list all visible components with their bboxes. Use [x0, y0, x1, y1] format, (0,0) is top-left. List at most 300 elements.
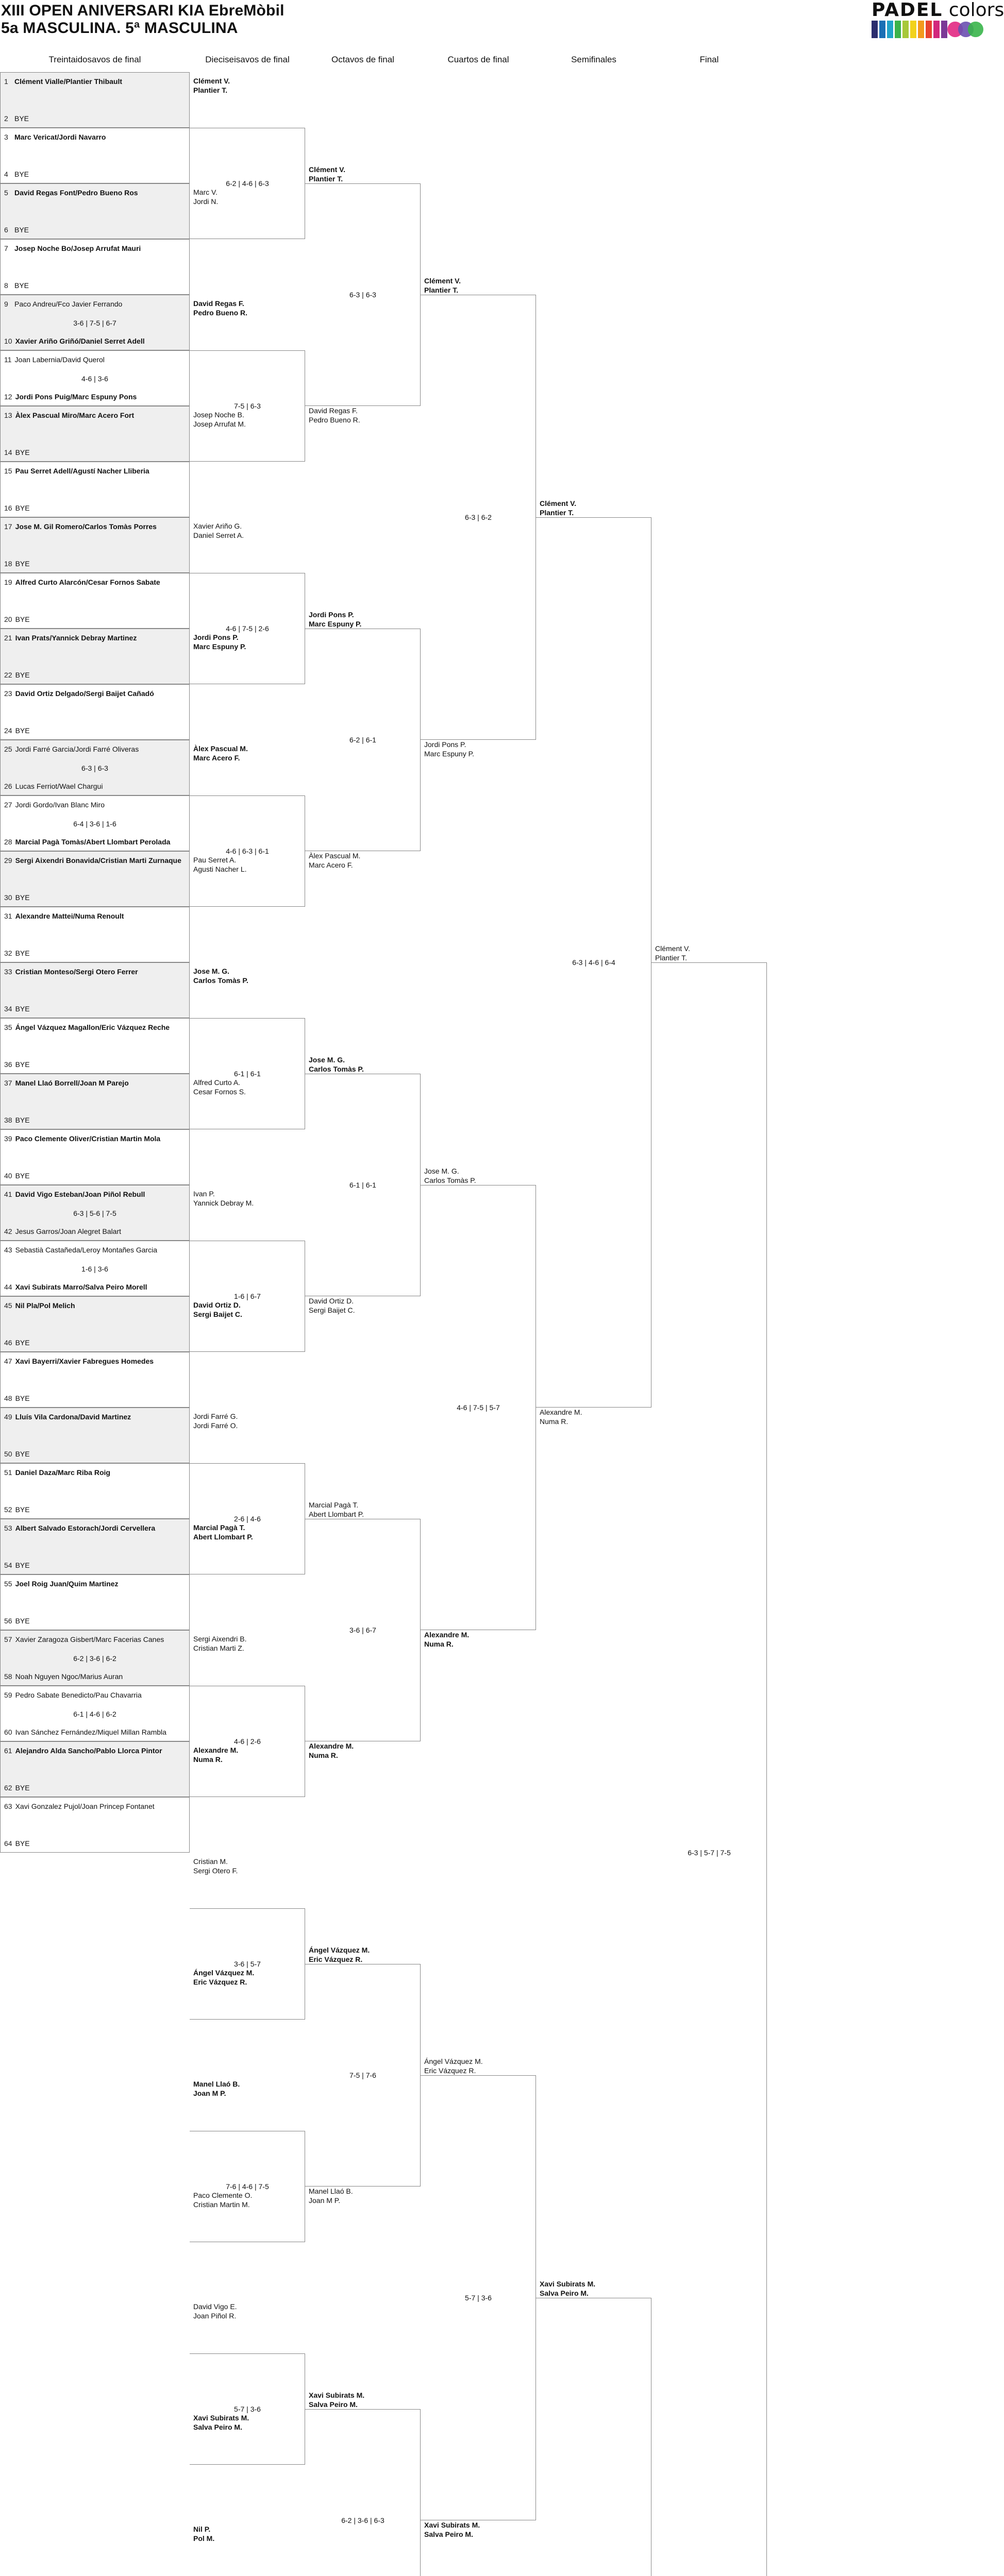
- player-name: Xavi Subirats M.: [424, 2521, 480, 2529]
- player-name: Salva Peiro M.: [309, 2400, 358, 2409]
- seed-number: 64: [4, 1839, 12, 1848]
- team-line: [4, 782, 103, 791]
- seed-number: 46: [4, 1338, 12, 1347]
- player-name: Carlos Tomàs P.: [309, 1065, 364, 1073]
- team-name: Nil Pla/Pol Melich: [15, 1301, 75, 1310]
- seed-number: 41: [4, 1190, 12, 1198]
- player-name: Sergi Baijet C.: [309, 1306, 355, 1314]
- team-name: BYE: [15, 1839, 30, 1848]
- first-round-match: [0, 72, 190, 128]
- team-line: [4, 132, 106, 142]
- match-score: 7-5 | 7-6: [349, 2071, 376, 2079]
- first-round-match: [0, 1519, 190, 1574]
- match-score: 4-6 | 6-3 | 6-1: [226, 847, 269, 855]
- player-name: Clément V.: [540, 499, 577, 507]
- first-round-match: [0, 183, 190, 239]
- team-line: [4, 1078, 129, 1088]
- team-name: Jesus Garros/Joan Alegret Balart: [15, 1227, 122, 1235]
- first-round-match: [0, 573, 190, 629]
- team-name: Xavi Subirats Marro/Salva Peiro Morell: [15, 1283, 147, 1291]
- team-name: Manel Llaó Borrell/Joan M Parejo: [15, 1079, 129, 1087]
- team-line: [4, 411, 134, 420]
- seed-number: 15: [4, 467, 12, 475]
- seed-number: 26: [4, 782, 12, 790]
- player-name: David Ortiz D.: [309, 1297, 354, 1305]
- first-round-match: [0, 128, 190, 183]
- player-name: Josep Arrufat M.: [193, 420, 246, 428]
- seed-number: 14: [4, 448, 12, 456]
- player-name: Cristian Martin M.: [193, 2200, 250, 2209]
- player-name: Marc Espuny P.: [309, 620, 362, 628]
- first-round-match: [0, 740, 190, 795]
- seed-number: 4: [4, 170, 8, 178]
- team-name: Lucas Ferriot/Wael Chargui: [15, 782, 103, 790]
- player-name: Joan Piñol R.: [193, 2312, 237, 2320]
- match-score: 6-2 | 3-6 | 6-2: [73, 1654, 116, 1663]
- team-line: [4, 281, 29, 290]
- player-name: Jordi Farré G.: [193, 1412, 238, 1420]
- team-line: [4, 578, 160, 587]
- first-round-match: [0, 1630, 190, 1686]
- seed-number: 6: [4, 226, 8, 234]
- player-name: Àlex Pascual M.: [193, 744, 248, 753]
- seed-number: 59: [4, 1691, 12, 1699]
- player-name: Abert Llombart P.: [193, 1533, 253, 1541]
- match-score: 6-3 | 6-3: [349, 291, 376, 299]
- team-name: BYE: [15, 1450, 30, 1458]
- seed-number: 28: [4, 838, 12, 846]
- team-line: [4, 1635, 164, 1644]
- match-score: 6-3 | 5-6 | 7-5: [73, 1209, 116, 1217]
- team-name: Pau Serret Adell/Agustí Nacher Lliberia: [15, 467, 149, 475]
- first-round-match: [0, 1296, 190, 1352]
- first-round-match: [0, 962, 190, 1018]
- team-name: Joan Labernia/David Querol: [14, 355, 105, 364]
- team-line: [4, 466, 149, 476]
- seed-number: 50: [4, 1450, 12, 1458]
- team-name: BYE: [15, 1060, 30, 1069]
- player-name: Alexandre M.: [309, 1742, 354, 1750]
- team-line: [4, 967, 138, 976]
- team-name: BYE: [15, 893, 30, 902]
- team-line: [4, 170, 29, 179]
- team-name: Daniel Daza/Marc Riba Roig: [15, 1468, 110, 1477]
- player-name: Xavi Subirats M.: [193, 2414, 249, 2422]
- first-round-match: [0, 462, 190, 517]
- team-line: [4, 1394, 30, 1403]
- seed-number: 9: [4, 300, 8, 308]
- player-name: Jordi Pons P.: [424, 740, 466, 749]
- first-round-match: [0, 1741, 190, 1797]
- team-line: [4, 503, 30, 513]
- team-line: [4, 77, 122, 86]
- player-name: David Regas F.: [309, 406, 358, 415]
- team-name: David Ortiz Delgado/Sergi Baijet Cañadó: [15, 689, 154, 698]
- player-name: Clément V.: [309, 165, 346, 174]
- match-score: 6-2 | 4-6 | 6-3: [226, 179, 269, 188]
- team-name: BYE: [15, 949, 30, 957]
- player-name: Joan M P.: [193, 2089, 226, 2097]
- round-header-r32: Treintaidosavos de final: [48, 55, 141, 64]
- team-name: Ivan Prats/Yannick Debray Martinez: [15, 634, 137, 642]
- team-name: Xavier Ariño Griñó/Daniel Serret Adell: [15, 337, 145, 345]
- seed-number: 23: [4, 689, 12, 698]
- match-score: 4-6 | 3-6: [81, 375, 108, 383]
- team-name: Alexandre Mattei/Numa Renoult: [15, 912, 124, 920]
- player-name: Pau Serret A.: [193, 856, 237, 864]
- team-line: [4, 448, 30, 457]
- player-name: Pedro Bueno R.: [309, 416, 360, 424]
- seed-number: 17: [4, 522, 12, 531]
- team-line: [4, 1690, 142, 1700]
- logo-word-padel: PADEL: [872, 0, 943, 21]
- first-round-match: [0, 851, 190, 907]
- team-name: BYE: [15, 1116, 30, 1124]
- team-name: Joel Roig Juan/Quim Martinez: [15, 1580, 119, 1588]
- seed-number: 33: [4, 968, 12, 976]
- team-name: Alfred Curto Alarcón/Cesar Fornos Sabate: [15, 578, 160, 586]
- team-name: Jose M. Gil Romero/Carlos Tomàs Porres: [15, 522, 157, 531]
- team-name: BYE: [15, 1172, 30, 1180]
- player-name: Salva Peiro M.: [193, 2423, 242, 2431]
- bracket-connector: [305, 2409, 421, 2576]
- seed-number: 49: [4, 1413, 12, 1421]
- team-name: BYE: [15, 1338, 30, 1347]
- team-line: [4, 837, 170, 846]
- team-name: Alejandro Alda Sancho/Pablo Llorca Pintor: [15, 1747, 162, 1755]
- match-score: 7-5 | 6-3: [234, 402, 261, 410]
- team-line: [4, 1561, 30, 1570]
- team-line: [4, 1171, 30, 1180]
- first-round-match: [0, 406, 190, 462]
- team-name: Clément Vialle/Plantier Thibault: [14, 77, 123, 86]
- seed-number: 25: [4, 745, 12, 753]
- logo-stripes: [872, 21, 949, 38]
- round-header-r8: Octavos de final: [331, 55, 394, 64]
- team-name: Noah Nguyen Ngoc/Marius Auran: [15, 1672, 123, 1681]
- seed-number: 11: [4, 355, 12, 364]
- team-name: Sebastià Castañeda/Leroy Montañes Garcia: [15, 1246, 158, 1254]
- match-score: 1-6 | 6-7: [234, 1292, 261, 1300]
- player-name: Àlex Pascual M.: [309, 852, 361, 860]
- first-round-match: [0, 684, 190, 740]
- seed-number: 56: [4, 1617, 12, 1625]
- seed-number: 51: [4, 1468, 12, 1477]
- team-name: Xavier Zaragoza Gisbert/Marc Facerias Canes: [15, 1635, 164, 1643]
- match-score: 3-6 | 7-5 | 6-7: [73, 319, 116, 327]
- player-name: Clément V.: [655, 944, 690, 953]
- player-name: Marc Espuny P.: [193, 642, 246, 651]
- team-name: BYE: [15, 1561, 30, 1569]
- team-line: [4, 856, 181, 865]
- player-name: Yannick Debray M.: [193, 1199, 254, 1207]
- team-line: [4, 1802, 155, 1811]
- player-name: Eric Vázquez R.: [309, 1955, 363, 1963]
- player-name: Manel Llaó B.: [193, 2080, 240, 2088]
- team-line: [4, 1023, 170, 1032]
- bracket-connector: [536, 2298, 651, 2576]
- player-name: Xavi Subirats M.: [540, 2280, 596, 2288]
- team-line: [4, 670, 30, 680]
- team-line: [4, 1468, 110, 1477]
- first-round-match: [0, 1352, 190, 1408]
- team-name: Marcial Pagà Tomàs/Abert Llombart Perolada: [15, 838, 171, 846]
- logo-word-colors: colors: [948, 0, 1004, 21]
- player-name: Numa R.: [424, 1640, 454, 1648]
- team-line: [4, 336, 145, 346]
- player-name: Numa R.: [193, 1755, 223, 1764]
- first-round-match: [0, 1129, 190, 1185]
- team-name: Àlex Pascual Miro/Marc Acero Fort: [15, 411, 135, 419]
- team-name: BYE: [15, 1617, 30, 1625]
- player-name: Abert Llombart P.: [309, 1510, 364, 1518]
- seed-number: 38: [4, 1116, 12, 1124]
- player-name: Numa R.: [540, 1417, 568, 1426]
- team-name: Xavi Bayerri/Xavier Fabregues Homedes: [15, 1357, 154, 1365]
- category-title: 5a MASCULINA. 5ª MASCULINA: [1, 20, 238, 37]
- seed-number: 16: [4, 504, 12, 512]
- first-round-match: [0, 907, 190, 962]
- seed-number: 12: [4, 393, 12, 401]
- round-header-qf: Cuartos de final: [447, 55, 509, 64]
- team-line: [4, 893, 30, 902]
- team-name: David Vigo Esteban/Joan Piñol Rebull: [15, 1190, 145, 1198]
- player-name: Ángel Vázquez M.: [424, 2057, 483, 2065]
- seed-number: 54: [4, 1561, 12, 1569]
- player-name: Cristian M.: [193, 1857, 228, 1866]
- team-name: BYE: [15, 504, 30, 512]
- player-name: Salva Peiro M.: [424, 2530, 473, 2538]
- seed-number: 44: [4, 1283, 12, 1291]
- team-name: BYE: [14, 281, 29, 290]
- team-line: [4, 1004, 30, 1013]
- player-name: Jose M. G.: [424, 1167, 459, 1175]
- match-score: 6-4 | 3-6 | 1-6: [73, 820, 116, 828]
- team-line: [4, 1190, 145, 1199]
- player-name: Eric Vázquez R.: [193, 1978, 247, 1986]
- team-line: [4, 114, 29, 123]
- player-name: Marc V.: [193, 188, 217, 196]
- seed-number: 34: [4, 1005, 12, 1013]
- seed-number: 63: [4, 1802, 12, 1810]
- team-line: [4, 1523, 155, 1533]
- player-name: Plantier T.: [655, 954, 687, 962]
- match-score: 6-2 | 3-6 | 6-3: [341, 2516, 384, 2524]
- player-name: Cesar Fornos S.: [193, 1088, 246, 1096]
- seed-number: 3: [4, 133, 8, 141]
- match-score: 4-6 | 7-5 | 5-7: [457, 1403, 500, 1412]
- team-name: Paco Andreu/Fco Javier Ferrando: [14, 300, 123, 308]
- match-score: 6-1 | 4-6 | 6-2: [73, 1710, 116, 1718]
- bracket-connector: [651, 962, 767, 2576]
- player-name: Plantier T.: [540, 509, 574, 517]
- team-line: [4, 244, 141, 253]
- team-line: [4, 744, 139, 754]
- team-line: [4, 1839, 30, 1848]
- player-name: David Ortiz D.: [193, 1301, 241, 1309]
- seed-number: 61: [4, 1747, 12, 1755]
- team-line: [4, 1505, 30, 1514]
- team-name: Jordi Gordo/Ivan Blanc Miro: [15, 801, 105, 809]
- first-round-match: [0, 1185, 190, 1241]
- first-round-match: [0, 1241, 190, 1296]
- logo-balls-icon: [945, 21, 986, 38]
- team-line: [4, 1301, 75, 1310]
- player-name: Alexandre M.: [540, 1408, 582, 1416]
- first-round-match: [0, 295, 190, 350]
- team-name: BYE: [15, 615, 30, 623]
- player-name: Ángel Vázquez M.: [309, 1946, 370, 1954]
- seed-number: 48: [4, 1394, 12, 1402]
- match-score: 6-1 | 6-1: [234, 1070, 261, 1078]
- team-line: [4, 522, 157, 531]
- team-name: BYE: [14, 226, 29, 234]
- team-name: BYE: [15, 1394, 30, 1402]
- team-line: [4, 1727, 166, 1737]
- team-name: Sergi Aixendri Bonavida/Cristian Marti Zurnaque: [15, 856, 181, 865]
- match-score: 6-3 | 5-7 | 7-5: [688, 1849, 731, 1857]
- seed-number: 2: [4, 114, 8, 123]
- seed-number: 21: [4, 634, 12, 642]
- match-score: 4-6 | 7-5 | 2-6: [226, 624, 269, 633]
- team-line: [4, 1134, 160, 1143]
- team-line: [4, 1579, 119, 1588]
- seed-number: 7: [4, 244, 8, 252]
- first-round-match: [0, 629, 190, 684]
- team-name: BYE: [15, 1505, 30, 1514]
- team-line: [4, 1245, 157, 1255]
- seed-number: 42: [4, 1227, 12, 1235]
- player-name: David Vigo E.: [193, 2302, 237, 2311]
- seed-number: 52: [4, 1505, 12, 1514]
- team-line: [4, 1783, 30, 1792]
- team-name: Marc Vericat/Jordi Navarro: [14, 133, 106, 141]
- seed-number: 20: [4, 615, 12, 623]
- seed-number: 55: [4, 1580, 12, 1588]
- seed-number: 24: [4, 726, 12, 735]
- team-name: BYE: [15, 726, 30, 735]
- team-name: BYE: [14, 114, 29, 123]
- player-name: Pedro Bueno R.: [193, 309, 248, 317]
- player-name: Cristian Marti Z.: [193, 1644, 244, 1652]
- team-name: Ángel Vázquez Magallon/Eric Vázquez Reche: [15, 1023, 170, 1031]
- player-name: Nil P.: [193, 2525, 211, 2533]
- player-name: Alfred Curto A.: [193, 1078, 241, 1087]
- team-line: [4, 188, 138, 197]
- team-line: [4, 1412, 131, 1421]
- match-score: 5-7 | 3-6: [465, 2294, 492, 2302]
- seed-number: 37: [4, 1079, 12, 1087]
- team-line: [4, 911, 124, 921]
- player-name: Jordi Farré O.: [193, 1421, 238, 1430]
- player-name: Ivan P.: [193, 1190, 215, 1198]
- team-name: Lluís Vila Cardona/David Martinez: [15, 1413, 131, 1421]
- seed-number: 45: [4, 1301, 12, 1310]
- player-name: Marcial Pagà T.: [309, 1501, 359, 1509]
- seed-number: 47: [4, 1357, 12, 1365]
- team-name: Cristian Monteso/Sergi Otero Ferrer: [15, 968, 138, 976]
- team-line: [4, 1060, 30, 1069]
- tournament-title: XIII OPEN ANIVERSARI KIA EbreMòbil: [1, 2, 285, 19]
- player-name: Plantier T.: [309, 175, 343, 183]
- team-line: [4, 615, 30, 624]
- player-name: Clément V.: [193, 77, 230, 85]
- first-round-match: [0, 1686, 190, 1741]
- player-name: Plantier T.: [424, 286, 459, 294]
- team-line: [4, 559, 30, 568]
- player-name: Sergi Otero F.: [193, 1867, 238, 1875]
- team-name: Jordi Farré Garcia/Jordi Farré Oliveras: [15, 745, 139, 753]
- seed-number: 57: [4, 1635, 12, 1643]
- first-round-match: [0, 1018, 190, 1074]
- team-line: [4, 1449, 30, 1459]
- match-score: 6-3 | 6-2: [465, 513, 492, 521]
- player-name: Jose M. G.: [193, 967, 230, 975]
- seed-number: 36: [4, 1060, 12, 1069]
- player-name: Marcial Pagà T.: [193, 1523, 245, 1532]
- team-line: [4, 355, 105, 364]
- player-name: Jordi N.: [193, 197, 219, 206]
- team-line: [4, 1746, 162, 1755]
- team-name: BYE: [15, 671, 30, 679]
- match-score: 7-6 | 4-6 | 7-5: [226, 2182, 269, 2191]
- first-round-match: [0, 517, 190, 573]
- team-line: [4, 800, 105, 809]
- player-name: Xavier Ariño G.: [193, 522, 242, 530]
- seed-number: 29: [4, 856, 12, 865]
- team-line: [4, 1357, 154, 1366]
- player-name: Manel Llaó B.: [309, 2187, 353, 2195]
- seed-number: 39: [4, 1134, 12, 1143]
- team-line: [4, 1282, 147, 1292]
- player-name: Marc Acero F.: [309, 861, 353, 869]
- player-name: Carlos Tomàs P.: [424, 1176, 476, 1184]
- team-line: [4, 948, 30, 958]
- first-round-match: [0, 1463, 190, 1519]
- player-name: Agusti Nacher L.: [193, 865, 247, 873]
- first-round-match: [0, 1408, 190, 1463]
- seed-number: 22: [4, 671, 12, 679]
- player-name: Ángel Vázquez M.: [193, 1969, 255, 1977]
- seed-number: 5: [4, 189, 8, 197]
- round-header-r16: Dieciseisavos de final: [205, 55, 290, 64]
- seed-number: 53: [4, 1524, 12, 1532]
- team-name: BYE: [15, 1005, 30, 1013]
- team-line: [4, 1616, 30, 1625]
- player-name: Alexandre M.: [193, 1746, 239, 1754]
- team-name: BYE: [15, 560, 30, 568]
- match-score: 3-6 | 5-7: [234, 1960, 261, 1968]
- seed-number: 58: [4, 1672, 12, 1681]
- team-line: [4, 299, 122, 309]
- team-name: Josep Noche Bo/Josep Arrufat Mauri: [14, 244, 141, 252]
- player-name: Eric Vázquez R.: [424, 2066, 476, 2075]
- match-score: 2-6 | 4-6: [234, 1515, 261, 1523]
- seed-number: 10: [4, 337, 12, 345]
- match-score: 6-3 | 4-6 | 6-4: [572, 958, 615, 967]
- first-round-match: [0, 350, 190, 406]
- seed-number: 43: [4, 1246, 12, 1254]
- team-name: Xavi Gonzalez Pujol/Joan Princep Fontanet: [15, 1802, 155, 1810]
- player-name: Xavi Subirats M.: [309, 2391, 365, 2399]
- seed-number: 32: [4, 949, 12, 957]
- team-name: David Regas Font/Pedro Bueno Ros: [14, 189, 138, 197]
- team-line: [4, 689, 154, 698]
- round-header-final: Final: [699, 55, 719, 64]
- player-name: Alexandre M.: [424, 1631, 470, 1639]
- team-line: [4, 225, 29, 234]
- first-round-match: [0, 1074, 190, 1129]
